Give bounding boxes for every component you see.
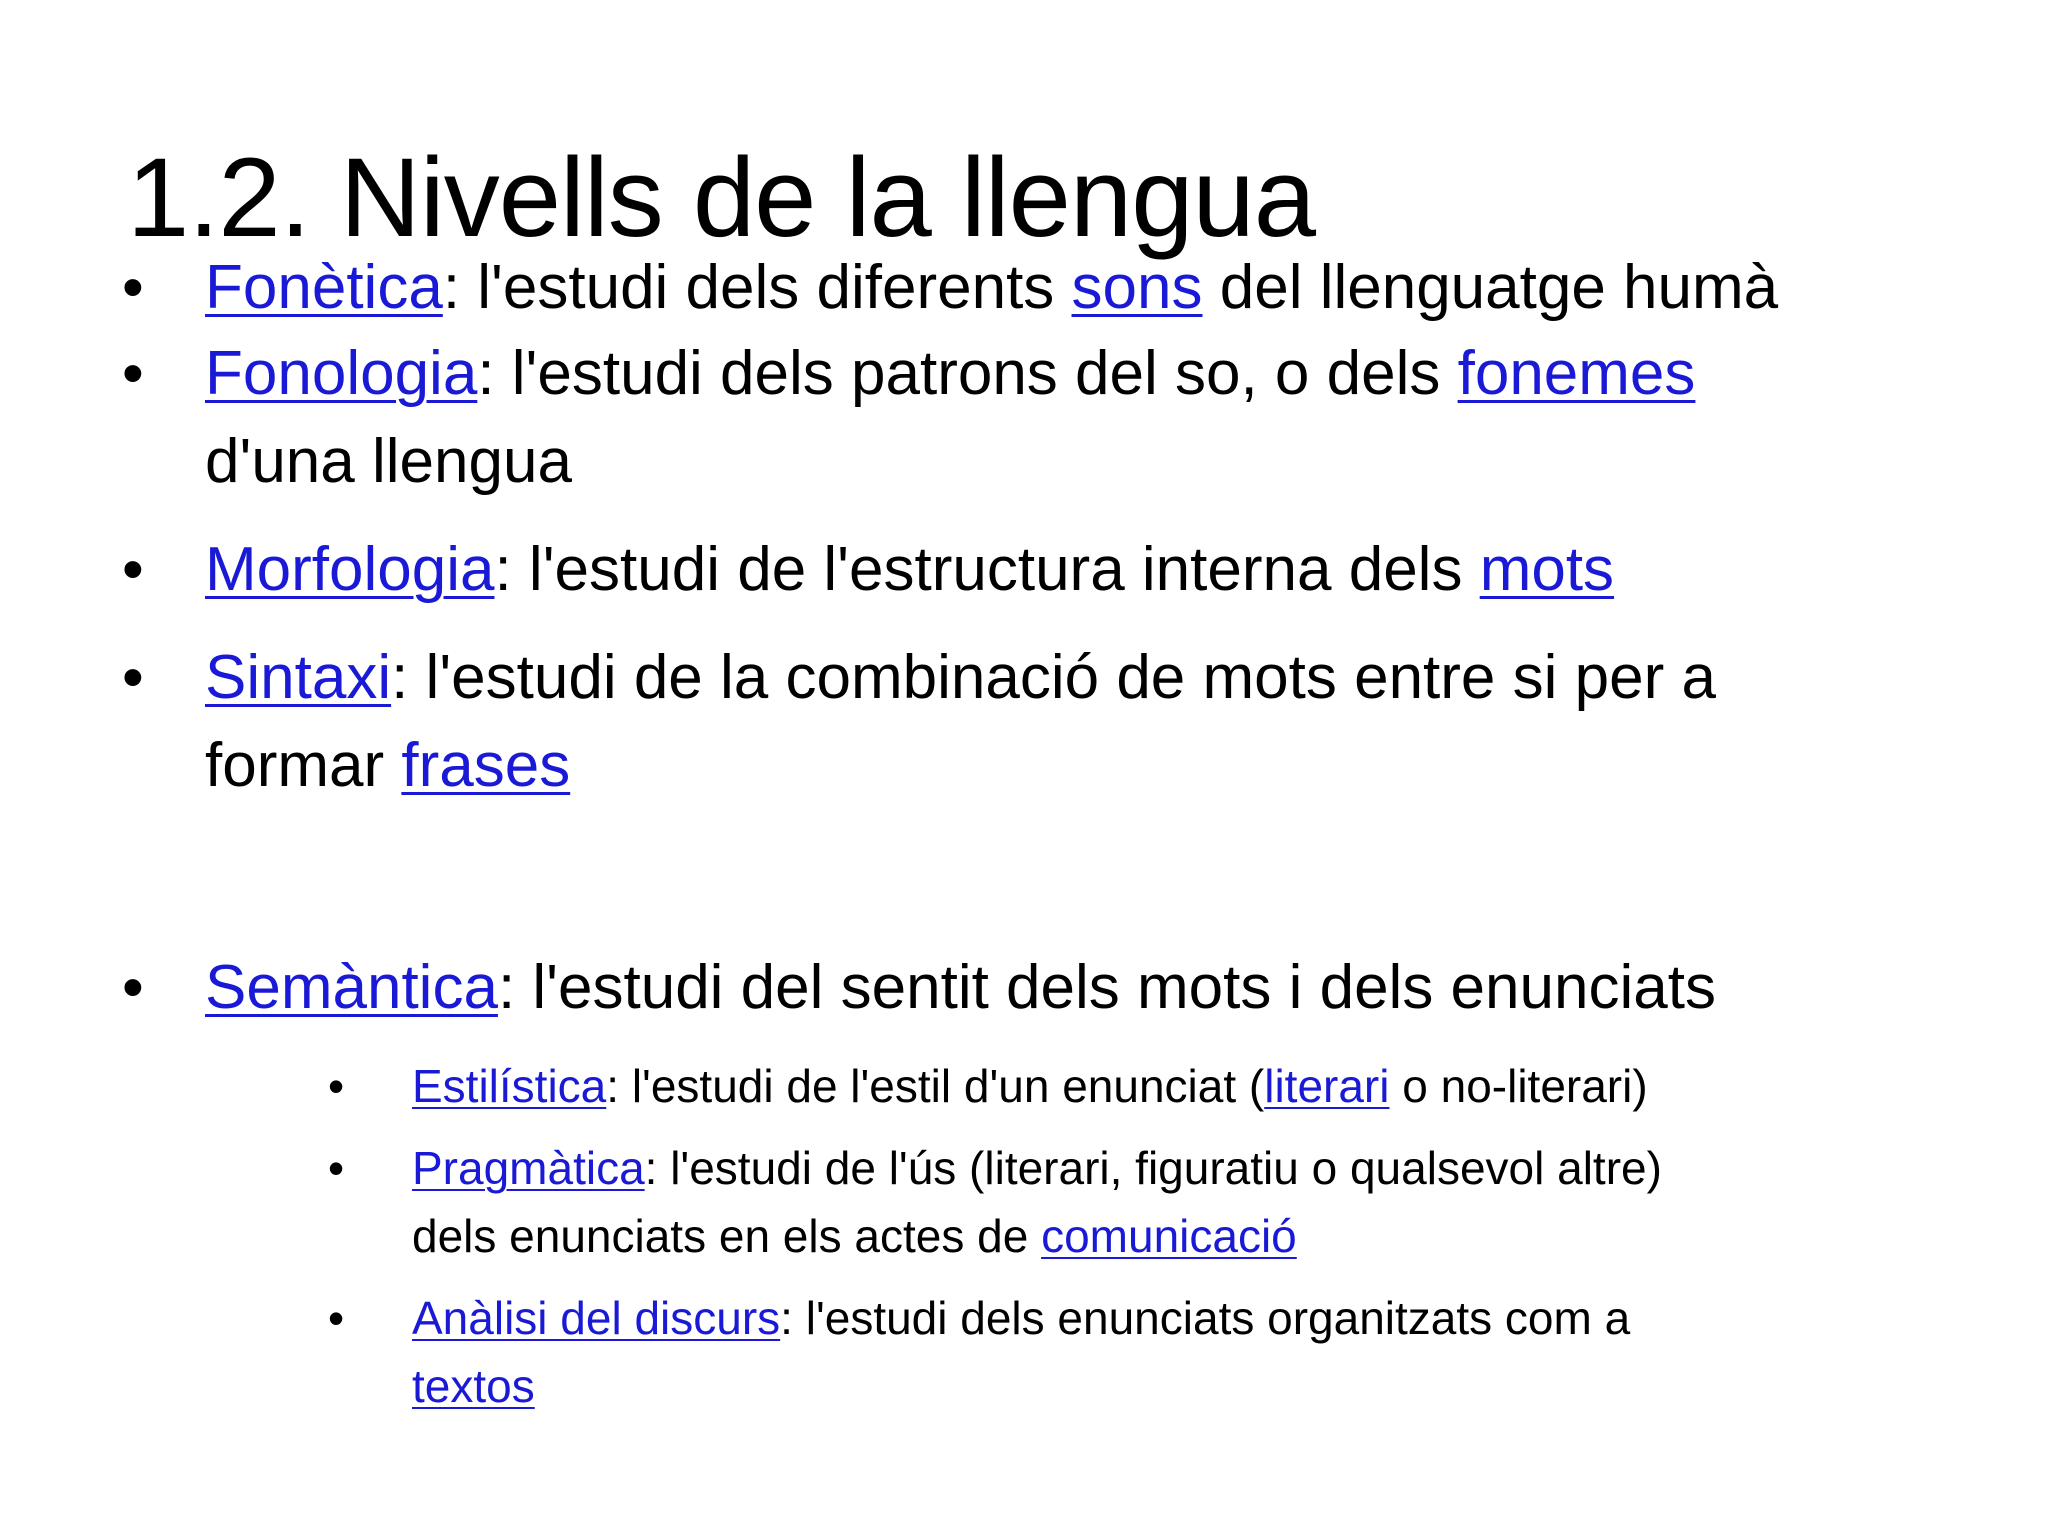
list-item-fonologia — [205, 330, 1945, 506]
item-text: : l'estudi de la combinació de mots entre si per a — [391, 643, 1716, 712]
link-morfologia[interactable]: Morfologia — [205, 535, 495, 604]
list-item-fonetica — [205, 244, 1945, 332]
item-text: formar — [205, 731, 402, 800]
link-pragmatica[interactable]: Pragmàtica — [412, 1142, 645, 1194]
item-text: o no-literari) — [1389, 1060, 1648, 1112]
item-text: : l'estudi del sentit dels mots i dels enunciats — [497, 953, 1716, 1022]
list-item-line — [205, 330, 1945, 418]
link-analisi-del-discurs[interactable]: Anàlisi del discurs — [412, 1292, 781, 1344]
bullet-icon: • — [122, 643, 144, 712]
bullet-icon: • — [122, 535, 144, 604]
list-item-line — [205, 634, 1945, 722]
item-text: : l'estudi de l'ús (literari, figuratiu o qualsevol altre) — [644, 1142, 1662, 1194]
link-semantica[interactable]: Semàntica — [205, 953, 498, 1022]
list-item-semantica — [205, 944, 1945, 1032]
sub-item-line — [412, 1352, 1972, 1420]
sub-item-pragmatica — [412, 1134, 1972, 1270]
link-textos[interactable]: textos — [412, 1360, 535, 1412]
list-item-line — [205, 722, 1945, 810]
item-text: : l'estudi dels enunciats organitzats com a — [780, 1292, 1631, 1344]
link-sons[interactable]: sons — [1071, 253, 1203, 322]
link-comunicacio[interactable]: comunicació — [1041, 1210, 1297, 1262]
list-item-line: d'una llengua — [205, 427, 572, 496]
list-item-line — [205, 526, 1945, 614]
sub-item-estilistica — [412, 1052, 1972, 1120]
item-text: : l'estudi de l'estructura interna dels — [494, 535, 1480, 604]
sub-item-line — [412, 1052, 1972, 1120]
slide-title: 1.2. Nivells de la llengua — [127, 135, 1316, 260]
link-frases[interactable]: frases — [401, 731, 571, 800]
sub-bullet-icon: • — [328, 1060, 345, 1112]
bullet-icon: • — [122, 253, 144, 322]
list-item-sintaxi — [205, 634, 1945, 810]
bullet-icon: • — [122, 339, 144, 408]
link-estilistica[interactable]: Estilística — [412, 1060, 607, 1112]
list-item-line — [205, 244, 1945, 332]
link-fonologia[interactable]: Fonologia — [205, 339, 478, 408]
link-fonetica[interactable]: Fonètica — [205, 253, 443, 322]
item-text: : l'estudi dels diferents — [442, 253, 1072, 322]
sub-item-line — [412, 1134, 1972, 1202]
sub-item-line — [412, 1284, 1972, 1352]
sub-item-line — [412, 1202, 1972, 1270]
link-literari[interactable]: literari — [1264, 1060, 1390, 1112]
bullet-icon: • — [122, 953, 144, 1022]
link-mots[interactable]: mots — [1479, 535, 1615, 604]
sub-item-analisi-del-discurs — [412, 1284, 1972, 1420]
item-text: del llenguatge humà — [1202, 253, 1779, 322]
list-item-morfologia — [205, 526, 1945, 614]
sub-bullet-icon: • — [328, 1142, 345, 1194]
list-item-line — [205, 944, 1945, 1032]
sub-bullet-icon: • — [328, 1292, 345, 1344]
item-text: : l'estudi de l'estil d'un enunciat ( — [606, 1060, 1265, 1112]
link-fonemes[interactable]: fonemes — [1457, 339, 1696, 408]
link-sintaxi[interactable]: Sintaxi — [205, 643, 392, 712]
item-text: : l'estudi dels patrons del so, o dels — [477, 339, 1458, 408]
item-text: dels enunciats en els actes de — [412, 1210, 1042, 1262]
